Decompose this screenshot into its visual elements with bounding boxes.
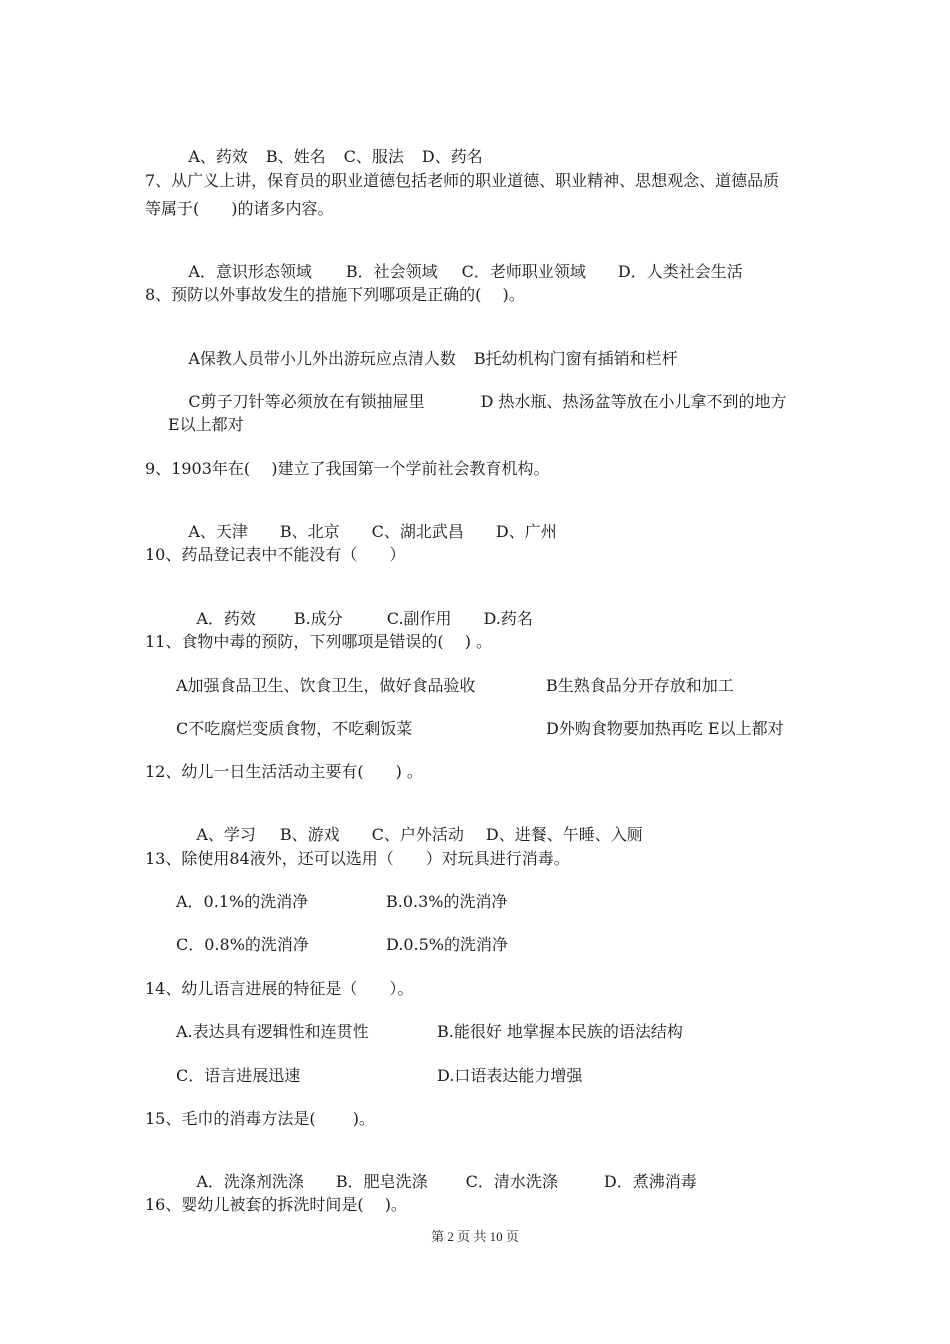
q10-option-d: D.药名 [483, 609, 533, 628]
q12-stem: 12、幼儿一日生活活动主要有( ) 。 [145, 762, 423, 781]
q12-option-c: C、户外活动 [371, 825, 464, 844]
q6-option-c: C、服法 [343, 147, 404, 166]
q15-option-d: D．煮沸消毒 [603, 1172, 697, 1191]
q12-option-b: B、游戏 [279, 825, 340, 844]
q9-option-a: A、天津 [188, 522, 248, 541]
q8-option-b: B托幼机构门窗有插销和栏杆 [473, 349, 678, 368]
q12-option-d: D、进餐、午睡、入厕 [485, 825, 643, 844]
q9-option-b: B、北京 [279, 522, 340, 541]
q11-option-a: A加强食品卫生、饮食卫生，做好食品验收 [176, 676, 476, 695]
q10-option-a: A．药效 [196, 609, 256, 628]
q11-option-c: C不吃腐烂变质食物，不吃剩饭菜 [176, 719, 413, 738]
q13-stem: 13、除使用84液外，还可以选用（ ）对玩具进行消毒。 [145, 849, 570, 868]
q8-stem: 8、预防以外事故发生的措施下列哪项是正确的( )。 [145, 285, 525, 304]
q14-stem: 14、幼儿语言进展的特征是（ ）。 [145, 979, 414, 998]
q7-stem-line2: 等属于( )的诸多内容。 [145, 199, 334, 218]
q13-option-c: C．0.8%的洗消净 [176, 935, 309, 954]
q8-option-a: A保教人员带小儿外出游玩应点清人数 [188, 349, 456, 368]
q16-stem: 16、婴幼儿被套的拆洗时间是( )。 [145, 1195, 407, 1214]
q13-option-a: A．0.1%的洗消净 [176, 892, 309, 911]
q15-option-b: B．肥皂洗涤 [335, 1172, 428, 1191]
q10-option-b: B.成分 [293, 609, 343, 628]
q9-option-c: C、湖北武昌 [371, 522, 464, 541]
q15-option-a: A．洗涤剂洗涤 [196, 1172, 304, 1191]
q8-option-e: E以上都对 [168, 415, 244, 434]
q14-option-b: B.能很好 地掌握本民族的语法结构 [437, 1022, 683, 1041]
q11-option-de: D外购食物要加热再吃 E以上都对 [546, 719, 784, 738]
q7-stem-line1: 7、从广义上讲，保育员的职业道德包括老师的职业道德、职业精神、思想观念、道德品质 [145, 171, 780, 190]
q13-option-d: D.0.5%的洗消净 [386, 935, 508, 954]
q6-option-d: D、药名 [421, 147, 483, 166]
q11-option-b: B生熟食品分开存放和加工 [546, 676, 734, 695]
q10-stem: 10、药品登记表中不能没有（ ） [145, 545, 406, 564]
q14-option-c: C．语言进展迅速 [176, 1066, 301, 1085]
q7-option-c: C．老师职业领域 [461, 262, 586, 281]
q6-option-b: B、姓名 [265, 147, 326, 166]
q10-option-c: C.副作用 [386, 609, 452, 628]
page-footer: 第 2 页 共 10 页 [431, 1229, 519, 1244]
q15-stem: 15、毛巾的消毒方法是( )。 [145, 1109, 375, 1128]
q9-stem: 9、1903年在( )建立了我国第一个学前社会教育机构。 [145, 459, 550, 478]
q9-option-d: D、广州 [495, 522, 557, 541]
q14-option-d: D.口语表达能力增强 [437, 1066, 583, 1085]
q6-option-a: A、药效 [188, 147, 248, 166]
q7-option-a: A．意识形态领域 [188, 262, 312, 281]
q8-option-c: C剪子刀针等必须放在有锁抽屉里 [188, 392, 425, 411]
q13-option-b: B.0.3%的洗消净 [386, 892, 508, 911]
q8-options-row2 [168, 372, 787, 432]
q8-option-d: D 热水瓶、热汤盆等放在小儿拿不到的地方 [480, 392, 787, 411]
q7-option-b: B．社会领域 [345, 262, 438, 281]
q14-option-a: A.表达具有逻辑性和连贯性 [176, 1022, 369, 1041]
q12-option-a: A、学习 [196, 825, 256, 844]
q11-stem: 11、食物中毒的预防，下列哪项是错误的( ) 。 [145, 632, 493, 651]
q7-option-d: D．人类社会生活 [617, 262, 743, 281]
q15-option-c: C．清水洗涤 [465, 1172, 558, 1191]
